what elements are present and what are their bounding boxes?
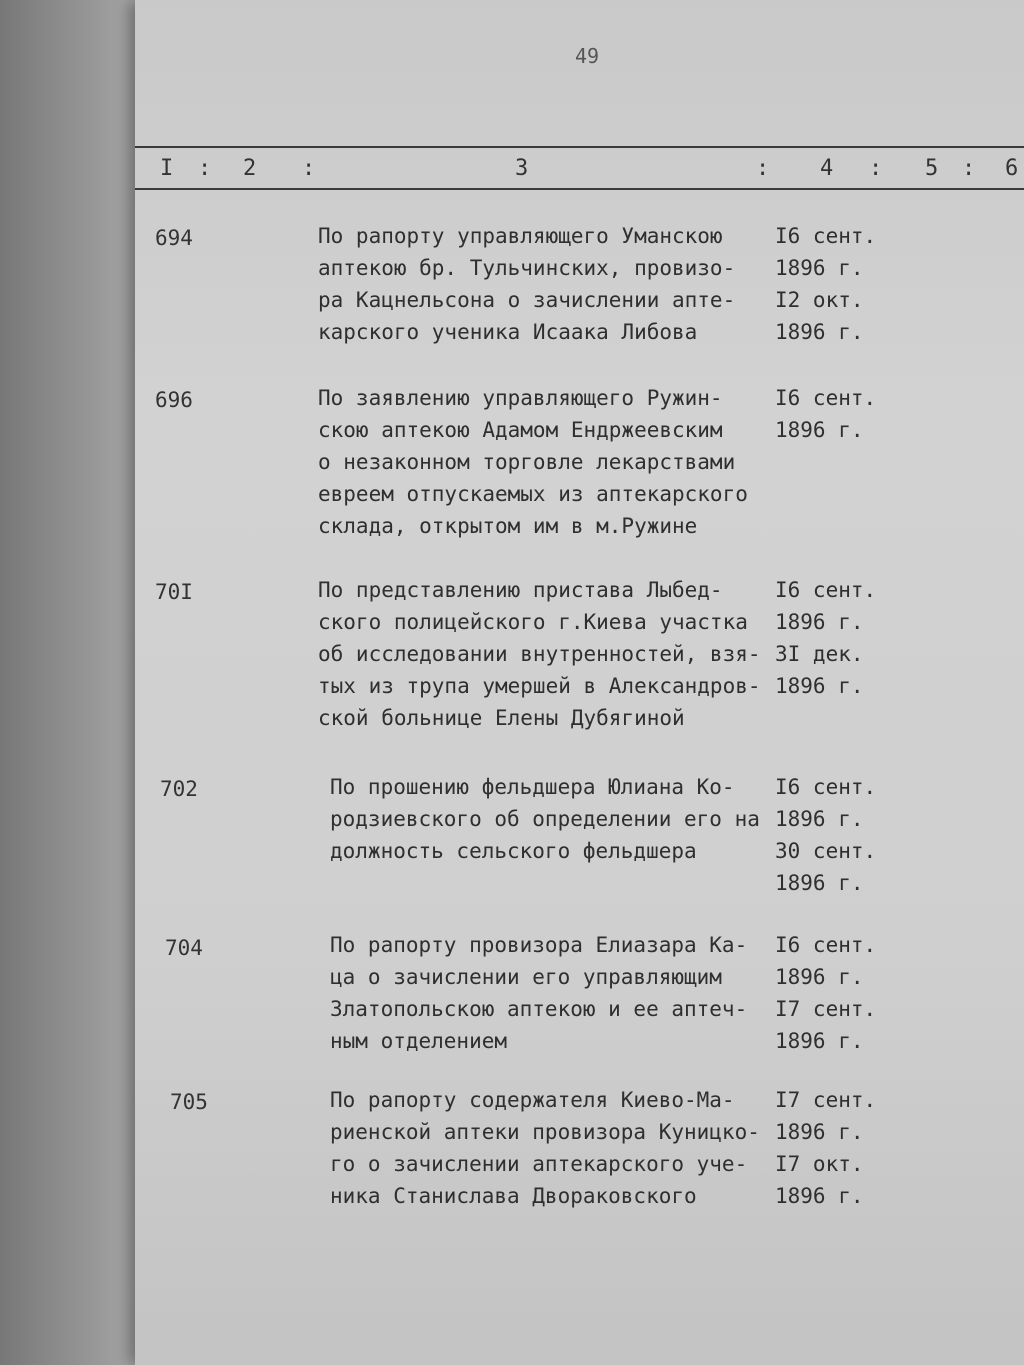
header-sep: :: [302, 156, 316, 181]
entry-number: 696: [155, 388, 193, 412]
header-col-5: 5: [925, 156, 939, 181]
entry-dates: I7 сент. 1896 г. I7 окт. 1896 г.: [775, 1088, 877, 1208]
header-col-1: I: [160, 156, 174, 181]
entry-text: По представлению пристава Лыбед- ского полицейского г.Киева участка об исследовании внутренностей, взя- тых из трупа умершей в Александров- ской больнице Елены Дубягиной: [318, 578, 761, 730]
header-col-3: 3: [515, 156, 529, 181]
entry-text: По рапорту провизора Елиазара Ка- ца о зачислении его управляющим Златопольскою аптекою и ее аптеч- ным отделением: [330, 933, 748, 1053]
entry-text: По рапорту управляющего Уманскою аптекою бр. Тульчинских, провизо- ра Кацнельсона о зачислении апте- карского ученика Исаака Либова: [318, 224, 736, 344]
entry-number: 70I: [155, 580, 193, 604]
header-sep: :: [869, 156, 883, 181]
entry-dates: I6 сент. 1896 г.: [775, 386, 877, 442]
entry-number: 702: [160, 777, 198, 801]
header-bottom-rule: [135, 188, 1024, 190]
entry-number: 704: [165, 936, 203, 960]
entry-text: По заявлению управляющего Ружин- скою аптекою Адамом Ендржеевским о незаконном торговле лекарствами евреем отпускаемых из аптекарского склада, открытом им в м.Ружине: [318, 386, 748, 538]
entry-text: По прошению фельдшера Юлиана Ко- родзиевского об определении его на должность сельского фельдшера: [330, 775, 760, 863]
entry-number: 694: [155, 226, 193, 250]
page-number: 49: [575, 44, 600, 68]
entry-dates: I6 сент. 1896 г. 30 сент. 1896 г.: [775, 775, 877, 895]
header-sep: :: [962, 156, 976, 181]
header-col-6: 6: [1005, 156, 1019, 181]
header-top-rule: [135, 146, 1024, 148]
header-sep: :: [198, 156, 212, 181]
entry-text: По рапорту содержателя Киево-Ма- риенской аптеки провизора Куницко- го о зачислении аптекарского уче- ника Станислава Двораковского: [330, 1088, 760, 1208]
header-col-2: 2: [243, 156, 257, 181]
left-page-edge: [0, 0, 135, 1365]
entry-dates: I6 сент. 1896 г. 3I дек. 1896 г.: [775, 578, 877, 698]
entry-dates: I6 сент. 1896 г. I2 окт. 1896 г.: [775, 224, 877, 344]
entry-number: 705: [170, 1090, 208, 1114]
header-sep: :: [756, 156, 770, 181]
header-col-4: 4: [820, 156, 834, 181]
entry-dates: I6 сент. 1896 г. I7 сент. 1896 г.: [775, 933, 877, 1053]
